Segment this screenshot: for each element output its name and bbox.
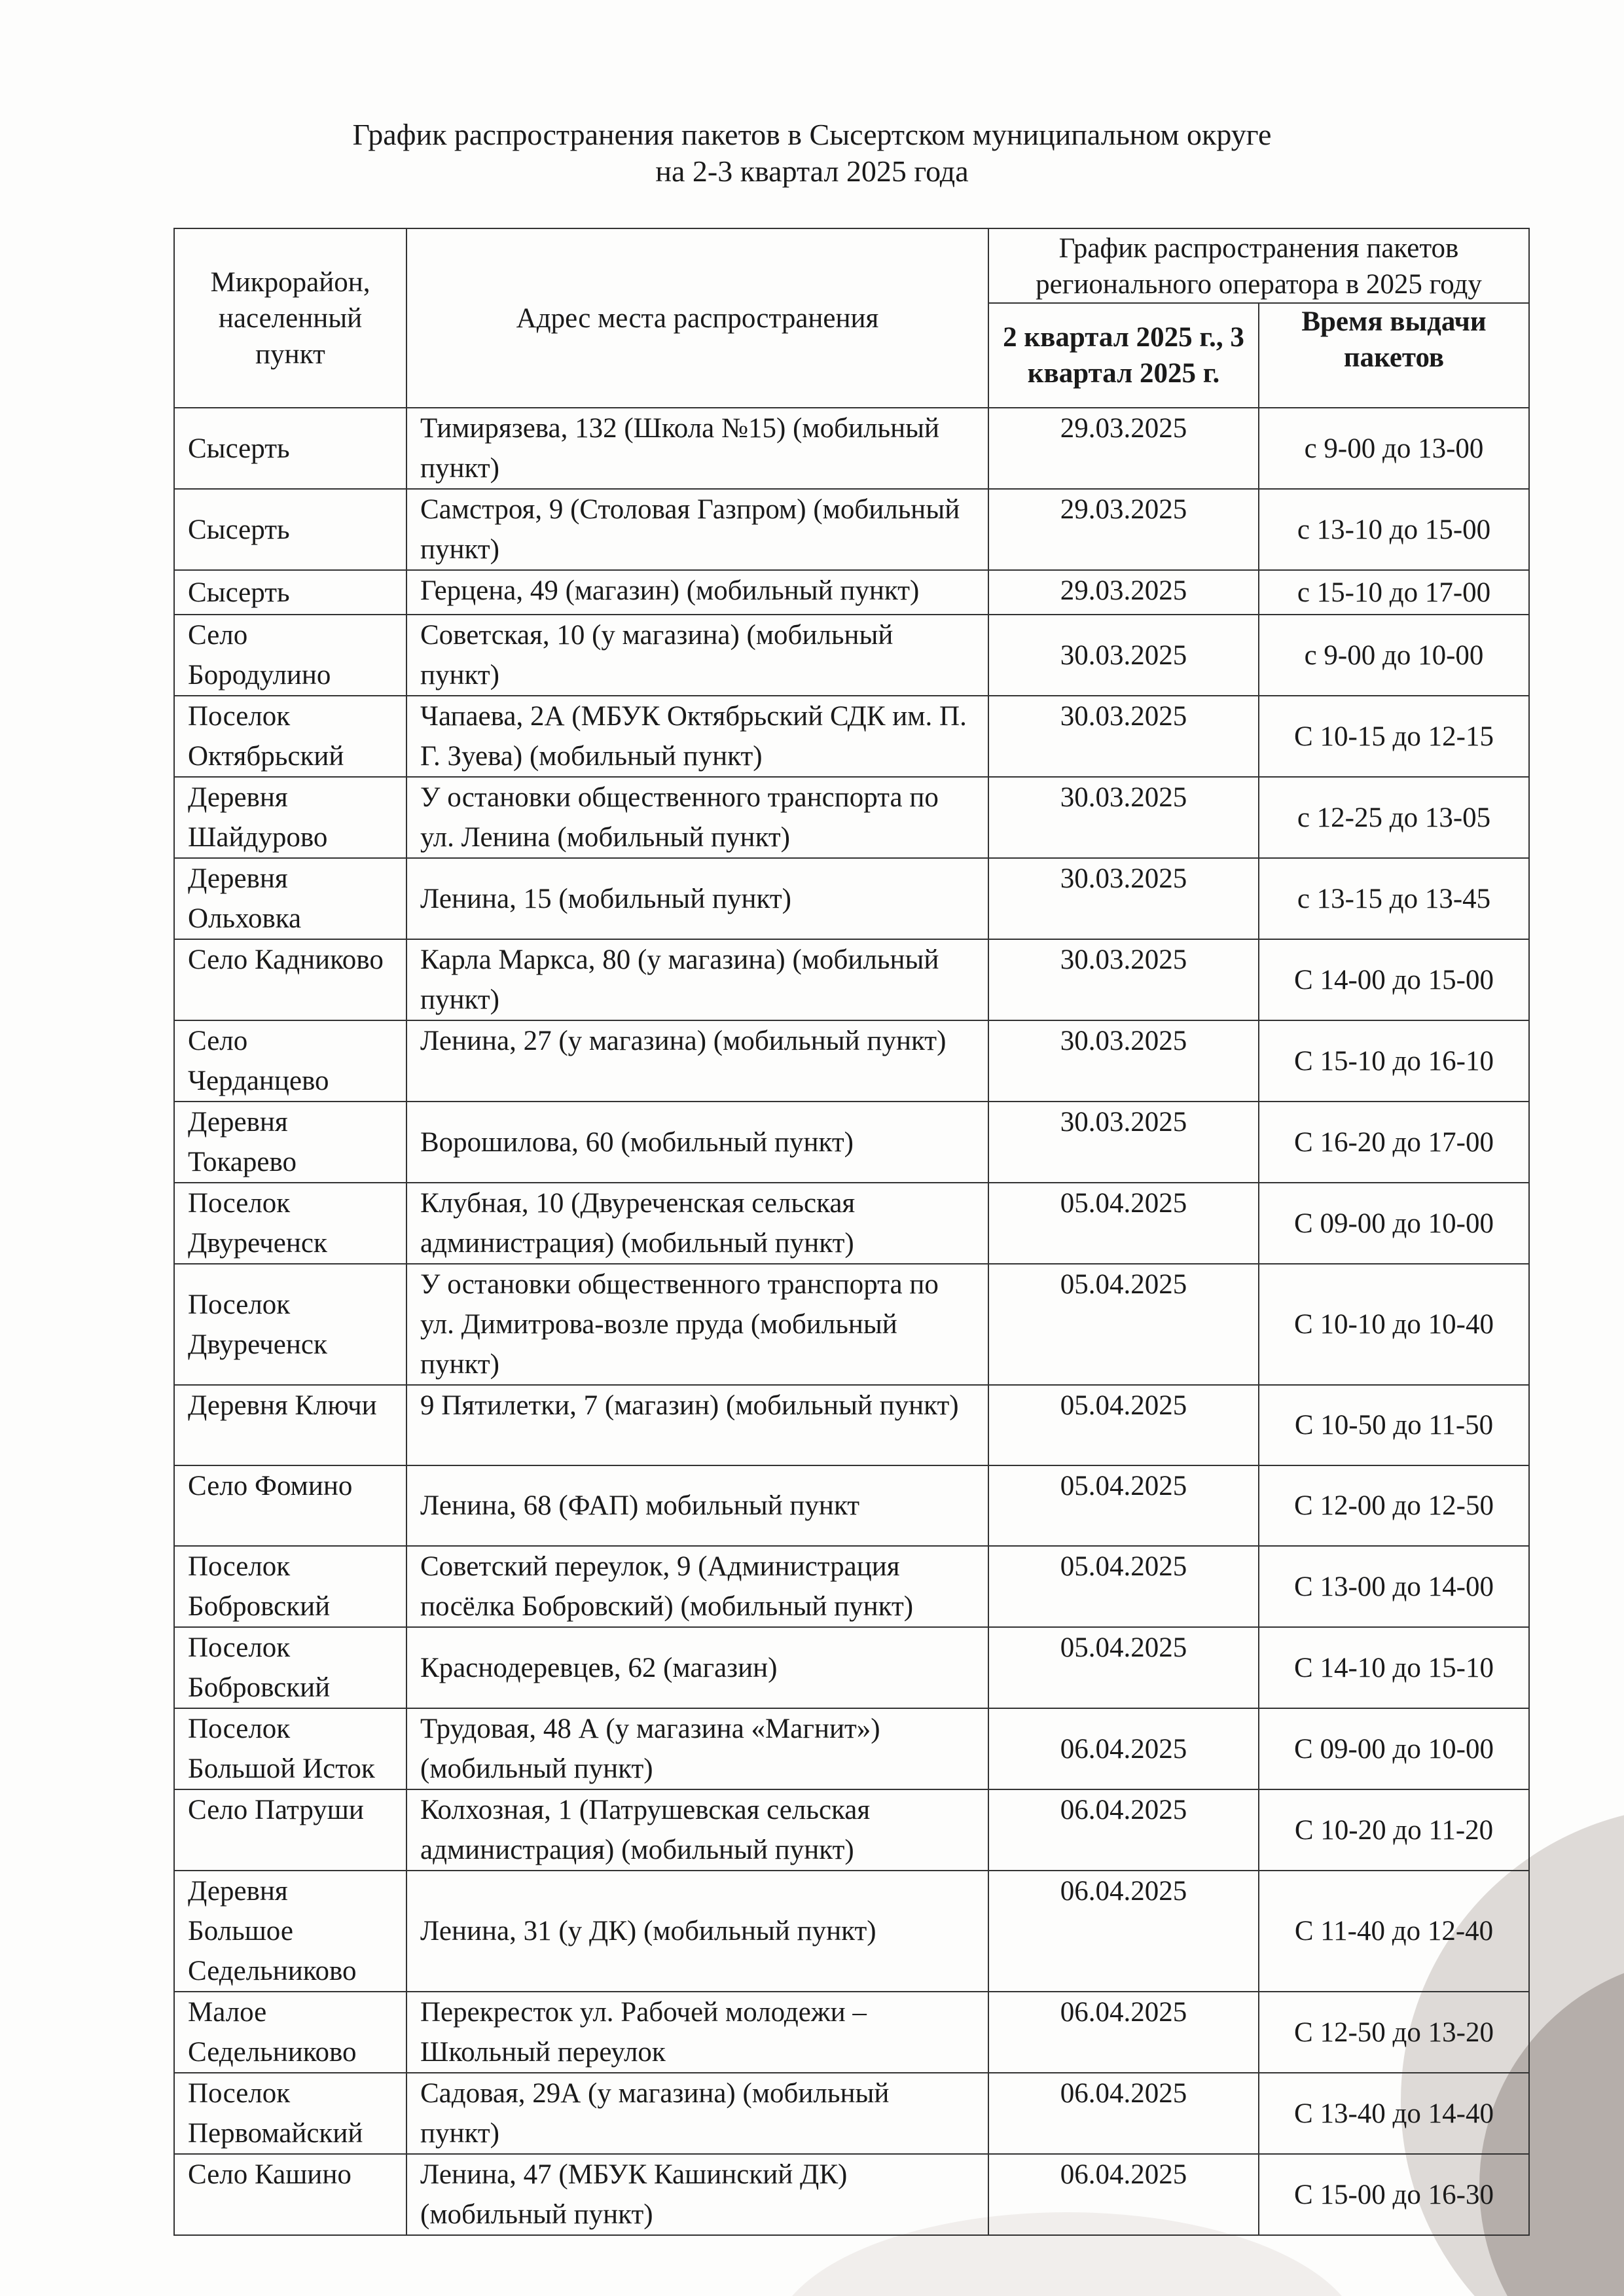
header-time: Время выдачи пакетов (1259, 303, 1529, 408)
header-address: Адрес места распространения (406, 228, 988, 408)
row-address: Ленина, 47 (МБУК Кашинский ДК) (мобильный пункт) (406, 2154, 988, 2235)
row-date: 05.04.2025 (988, 1465, 1259, 1546)
row-time: С 09-00 до 10-00 (1259, 1183, 1529, 1264)
table-row (174, 696, 1529, 777)
row-place: Поселок Двуреченск (174, 1183, 406, 1264)
row-time: С 14-00 до 15-00 (1259, 939, 1529, 1020)
row-address: Краснодеревцев, 62 (магазин) (406, 1627, 988, 1708)
table-row (174, 1992, 1529, 2073)
table-row (174, 2073, 1529, 2154)
row-place: Деревня Шайдурово (174, 777, 406, 858)
row-address: У остановки общественного транспорта по ул. Ленина (мобильный пункт) (406, 777, 988, 858)
row-time: с 13-10 до 15-00 (1259, 489, 1529, 570)
row-date: 06.04.2025 (988, 1708, 1259, 1789)
row-place: Село Патруши (174, 1789, 406, 1871)
row-date: 29.03.2025 (988, 489, 1259, 570)
row-time: С 15-10 до 16-10 (1259, 1020, 1529, 1102)
row-date: 30.03.2025 (988, 858, 1259, 939)
row-time: С 13-40 до 14-40 (1259, 2073, 1529, 2154)
table-row (174, 570, 1529, 615)
table-row (174, 1183, 1529, 1264)
row-time: С 10-15 до 12-15 (1259, 696, 1529, 777)
table-row (174, 1708, 1529, 1789)
row-address: Садовая, 29А (у магазина) (мобильный пункт) (406, 2073, 988, 2154)
row-time: с 13-15 до 13-45 (1259, 858, 1529, 939)
row-address: Трудовая, 48 А (у магазина «Магнит») (мобильный пункт) (406, 1708, 988, 1789)
table-row (174, 1627, 1529, 1708)
row-address: Герцена, 49 (магазин) (мобильный пункт) (406, 570, 988, 615)
row-time: С 10-10 до 10-40 (1259, 1264, 1529, 1385)
table-row (174, 1546, 1529, 1627)
row-date: 05.04.2025 (988, 1385, 1259, 1465)
row-time: С 09-00 до 10-00 (1259, 1708, 1529, 1789)
row-place: Поселок Большой Исток (174, 1708, 406, 1789)
row-address: Самстроя, 9 (Столовая Газпром) (мобильный пункт) (406, 489, 988, 570)
row-place: Село Кадниково (174, 939, 406, 1020)
row-time: С 12-50 до 13-20 (1259, 1992, 1529, 2073)
row-date: 06.04.2025 (988, 1871, 1259, 1992)
row-place: Поселок Октябрьский (174, 696, 406, 777)
schedule-table (173, 228, 1530, 2236)
row-date: 05.04.2025 (988, 1264, 1259, 1385)
row-place: Сысерть (174, 570, 406, 615)
row-place: Деревня Ключи (174, 1385, 406, 1465)
row-place: Деревня Ольховка (174, 858, 406, 939)
table-row (174, 1385, 1529, 1465)
row-address: У остановки общественного транспорта по ул. Димитрова-возле пруда (мобильный пункт) (406, 1264, 988, 1385)
table-row (174, 1465, 1529, 1546)
row-date: 06.04.2025 (988, 1992, 1259, 2073)
row-place: Деревня Большое Седельниково (174, 1871, 406, 1992)
row-date: 29.03.2025 (988, 570, 1259, 615)
row-date: 30.03.2025 (988, 696, 1259, 777)
row-time: С 16-20 до 17-00 (1259, 1102, 1529, 1183)
row-address: Карла Маркса, 80 (у магазина) (мобильный пункт) (406, 939, 988, 1020)
header-schedule: График распространения пакетов регионального оператора в 2025 году (988, 228, 1529, 303)
header-quarter: 2 квартал 2025 г., 3 квартал 2025 г. (988, 303, 1259, 408)
row-date: 06.04.2025 (988, 2154, 1259, 2235)
row-place: Село Бородулино (174, 615, 406, 696)
table-row (174, 858, 1529, 939)
row-date: 05.04.2025 (988, 1183, 1259, 1264)
table-row (174, 615, 1529, 696)
row-address: Чапаева, 2А (МБУК Октябрьский СДК им. П. Г. Зуева) (мобильный пункт) (406, 696, 988, 777)
table-row (174, 2154, 1529, 2235)
row-time: С 10-50 до 11-50 (1259, 1385, 1529, 1465)
table-row (174, 777, 1529, 858)
row-place: Село Черданцево (174, 1020, 406, 1102)
row-time: С 13-00 до 14-00 (1259, 1546, 1529, 1627)
row-place: Поселок Двуреченск (174, 1264, 406, 1385)
row-address: Советская, 10 (у магазина) (мобильный пункт) (406, 615, 988, 696)
table-row (174, 489, 1529, 570)
row-date: 06.04.2025 (988, 2073, 1259, 2154)
table-row (174, 1789, 1529, 1871)
row-date: 30.03.2025 (988, 1020, 1259, 1102)
row-address: Ворошилова, 60 (мобильный пункт) (406, 1102, 988, 1183)
header-place: Микрорайон, населенный пункт (174, 228, 406, 408)
table-row (174, 939, 1529, 1020)
row-time: С 12-00 до 12-50 (1259, 1465, 1529, 1546)
row-address: Колхозная, 1 (Патрушевская сельская администрация) (мобильный пункт) (406, 1789, 988, 1871)
row-address: Ленина, 27 (у магазина) (мобильный пункт) (406, 1020, 988, 1102)
row-date: 29.03.2025 (988, 408, 1259, 489)
row-date: 30.03.2025 (988, 1102, 1259, 1183)
document-title: График распространения пакетов в Сысертском муниципальном округе (352, 118, 1272, 151)
row-time: С 11-40 до 12-40 (1259, 1871, 1529, 1992)
table-row (174, 1020, 1529, 1102)
row-address: 9 Пятилетки, 7 (магазин) (мобильный пункт) (406, 1385, 988, 1465)
row-place: Малое Седельниково (174, 1992, 406, 2073)
row-date: 06.04.2025 (988, 1789, 1259, 1871)
row-time: с 12-25 до 13-05 (1259, 777, 1529, 858)
table-row (174, 1871, 1529, 1992)
row-date: 30.03.2025 (988, 615, 1259, 696)
table-row (174, 1102, 1529, 1183)
row-place: Село Кашино (174, 2154, 406, 2235)
table-row (174, 408, 1529, 489)
row-time: С 14-10 до 15-10 (1259, 1627, 1529, 1708)
row-time: С 15-00 до 16-30 (1259, 2154, 1529, 2235)
row-place: Поселок Бобровский (174, 1627, 406, 1708)
row-address: Советский переулок, 9 (Администрация посёлка Бобровский) (мобильный пункт) (406, 1546, 988, 1627)
row-address: Ленина, 15 (мобильный пункт) (406, 858, 988, 939)
row-place: Поселок Первомайский (174, 2073, 406, 2154)
table-row (174, 1264, 1529, 1385)
row-time: С 10-20 до 11-20 (1259, 1789, 1529, 1871)
row-address: Перекресток ул. Рабочей молодежи – Школьный переулок (406, 1992, 988, 2073)
row-address: Клубная, 10 (Двуреченская сельская администрация) (мобильный пункт) (406, 1183, 988, 1264)
row-address: Ленина, 31 (у ДК) (мобильный пункт) (406, 1871, 988, 1992)
document-subtitle: на 2-3 квартал 2025 года (655, 154, 969, 188)
row-place: Сысерть (174, 489, 406, 570)
row-place: Село Фомино (174, 1465, 406, 1546)
row-time: с 9-00 до 10-00 (1259, 615, 1529, 696)
row-place: Сысерть (174, 408, 406, 489)
row-address: Ленина, 68 (ФАП) мобильный пункт (406, 1465, 988, 1546)
row-date: 30.03.2025 (988, 777, 1259, 858)
row-date: 05.04.2025 (988, 1627, 1259, 1708)
row-place: Поселок Бобровский (174, 1546, 406, 1627)
row-date: 05.04.2025 (988, 1546, 1259, 1627)
row-place: Деревня Токарево (174, 1102, 406, 1183)
row-date: 30.03.2025 (988, 939, 1259, 1020)
row-address: Тимирязева, 132 (Школа №15) (мобильный пункт) (406, 408, 988, 489)
row-time: с 9-00 до 13-00 (1259, 408, 1529, 489)
row-time: с 15-10 до 17-00 (1259, 570, 1529, 615)
